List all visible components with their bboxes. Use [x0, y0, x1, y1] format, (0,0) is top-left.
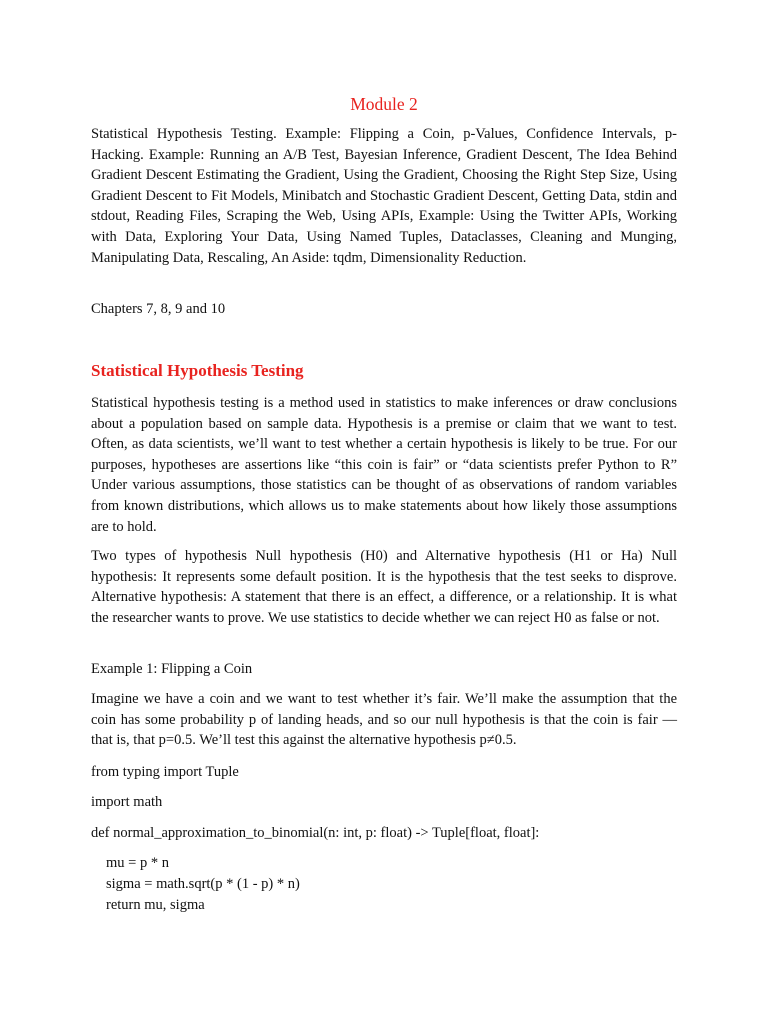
code-import-typing: from typing import Tuple — [91, 764, 239, 780]
module-title: Module 2 — [350, 94, 418, 114]
hypothesis-types-paragraph: Two types of hypothesis Null hypothesis (H0) and Alternative hypothesis (H1 or Ha) Null hypothesis: It represents some default position. It is the hypothesis that the test seeks to disprove. Alternative hypothesis: A statement that there is an effect, a difference, or a relationship. It is what the researcher wants to prove. We use statistics to decide whether we can reject H0 as false or not. — [91, 548, 677, 626]
code-import-math: import math — [91, 794, 163, 810]
code-function-body — [106, 853, 300, 917]
chapters-reference: Chapters 7, 8, 9 and 10 — [91, 301, 226, 317]
code-line: mu = p * n — [106, 855, 169, 871]
section-heading: Statistical Hypothesis Testing — [91, 361, 304, 380]
code-line: return mu, sigma — [106, 897, 205, 914]
code-line: sigma = math.sqrt(p * (1 - p) * n) — [106, 876, 300, 893]
example-paragraph: Imagine we have a coin and we want to test whether it’s fair. We’ll make the assumption that the coin has some probability p of landing heads, and so our null hypothesis is that the coin is fair — that is, that p=0.5. We’ll test this against the alternative hypothesis p≠0.5. — [91, 691, 677, 749]
example-heading: Example 1: Flipping a Coin — [91, 661, 253, 677]
intro-paragraph: Statistical hypothesis testing is a method used in statistics to make inferences or draw conclusions about a population based on sample data. Hypothesis is a premise or claim that we want to test. Often, as data scientists, we’ll want to test whether a certain hypothesis is likely to be true. For our purposes, hypotheses are assertions like “this coin is fair” or “data scientists prefer Python to R” Under various assumptions, those statistics can be thought of as observations of random variables from known distributions, which allows us to make statements about how likely those assumptions are to hold. — [91, 395, 677, 535]
code-function-definition: def normal_approximation_to_binomial(n: int, p: float) -> Tuple[float, float]: — [91, 825, 540, 841]
module-summary-paragraph: Statistical Hypothesis Testing. Example: Flipping a Coin, p-Values, Confidence Intervals, p-Hacking. Example: Running an A/B Test, Bayesian Inference, Gradient Descent, The Idea Behind Gradient Descent Estimating the Gradient, Using the Gradient, Choosing the Right Step Size, Using Gradient Descent to Fit Models, Minibatch and Stochastic Gradient Descent, Getting Data, stdin and stdout, Reading Files, Scraping the Web, Using APIs, Example: Using the Twitter APIs, Working with Data, Exploring Your Data, Using Named Tuples, Dataclasses, Cleaning and Munging, Manipulating Data, Rescaling, An Aside: tqdm, Dimensionality Reduction. — [91, 126, 677, 266]
